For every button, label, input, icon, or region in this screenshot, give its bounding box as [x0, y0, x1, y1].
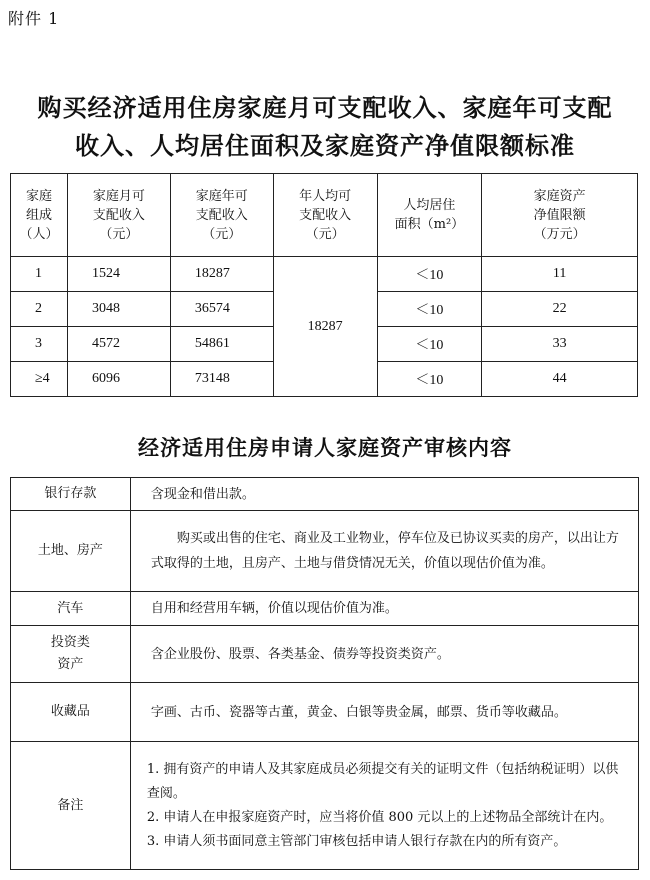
header-per-capita-income: 年人均可 支配收入 （元）: [273, 174, 377, 257]
cell-asset: 11: [482, 257, 638, 292]
note-item: 2. 申请人在申报家庭资产时，应当将价值 800 元以上的上述物品全部统计在内。: [146, 809, 613, 825]
row-key-land-property: 土地、房产: [11, 511, 131, 592]
cell-monthly: 3048: [67, 292, 170, 327]
cell-per-capita-merged: 18287: [273, 257, 377, 397]
row-value-bank-deposit: 含现金和借出款。: [130, 478, 638, 511]
cell-asset: 33: [482, 327, 638, 362]
cell-members: 3: [11, 327, 68, 362]
income-standard-table: [10, 173, 638, 397]
table-row: [11, 742, 639, 870]
note-item: 1. 拥有资产的申请人及其家庭成员必须提交有关的证明文件（包括纳税证明）以供查阅。: [146, 761, 619, 801]
cell-annual: 36574: [170, 292, 273, 327]
main-title-line-2: 收入、人均居住面积及家庭资产净值限额标准: [75, 131, 575, 160]
cell-annual: 54861: [170, 327, 273, 362]
header-monthly-income: 家庭月可 支配收入 （元）: [67, 174, 170, 257]
table-row: [11, 592, 639, 626]
row-key-notes: 备注: [11, 742, 131, 870]
cell-monthly: 6096: [67, 362, 170, 397]
cell-monthly: 1524: [67, 257, 170, 292]
cell-asset: 44: [482, 362, 638, 397]
row-value-land-property: 购买或出售的住宅、商业及工业物业，停车位及已协议买卖的房产，以出让方式取得的土地，且房产、土地与借贷情况无关，价值以现估价值为准。: [130, 511, 638, 592]
cell-members: 1: [11, 257, 68, 292]
section-title-asset-review: 经济适用住房申请人家庭资产审核内容: [138, 435, 512, 460]
main-title-line-1: 购买经济适用住房家庭月可支配收入、家庭年可支配: [37, 93, 613, 122]
table-row: [11, 683, 639, 742]
header-annual-income: 家庭年可 支配收入 （元）: [170, 174, 273, 257]
cell-annual: 73148: [170, 362, 273, 397]
row-key-bank-deposit: 银行存款: [11, 478, 131, 511]
row-key-investment-assets: 投资类 资产: [11, 626, 131, 683]
header-asset-limit: 家庭资产 净值限额 （万元）: [482, 174, 638, 257]
row-key-vehicle: 汽车: [11, 592, 131, 626]
row-key-collectibles: 收藏品: [11, 683, 131, 742]
asset-review-table: [10, 477, 639, 870]
table-row: [11, 478, 639, 511]
cell-area: ＜10: [377, 257, 482, 292]
table-header-row: [11, 174, 638, 257]
row-value-vehicle: 自用和经营用车辆，价值以现估价值为准。: [130, 592, 638, 626]
cell-members: ≥4: [11, 362, 68, 397]
row-value-notes: [130, 742, 638, 870]
cell-area: ＜10: [377, 292, 482, 327]
cell-annual: 18287: [170, 257, 273, 292]
cell-area: ＜10: [377, 327, 482, 362]
table-row: [11, 511, 639, 592]
row-value-collectibles: 字画、古币、瓷器等古董，黄金、白银等贵金属，邮票、货币等收藏品。: [130, 683, 638, 742]
table-row: [11, 626, 639, 683]
cell-members: 2: [11, 292, 68, 327]
attachment-label: 附件 1: [8, 9, 60, 28]
cell-asset: 22: [482, 292, 638, 327]
header-household-size: 家庭 组成 （人）: [11, 174, 68, 257]
row-value-investment-assets: 含企业股份、股票、各类基金、债券等投资类资产。: [130, 626, 638, 683]
cell-monthly: 4572: [67, 327, 170, 362]
note-item: 3. 申请人须书面同意主管部门审核包括申请人银行存款在内的所有资产。: [146, 833, 567, 849]
cell-area: ＜10: [377, 362, 482, 397]
header-living-area: 人均居住 面积（m²）: [377, 174, 482, 257]
table-row: [11, 257, 638, 292]
